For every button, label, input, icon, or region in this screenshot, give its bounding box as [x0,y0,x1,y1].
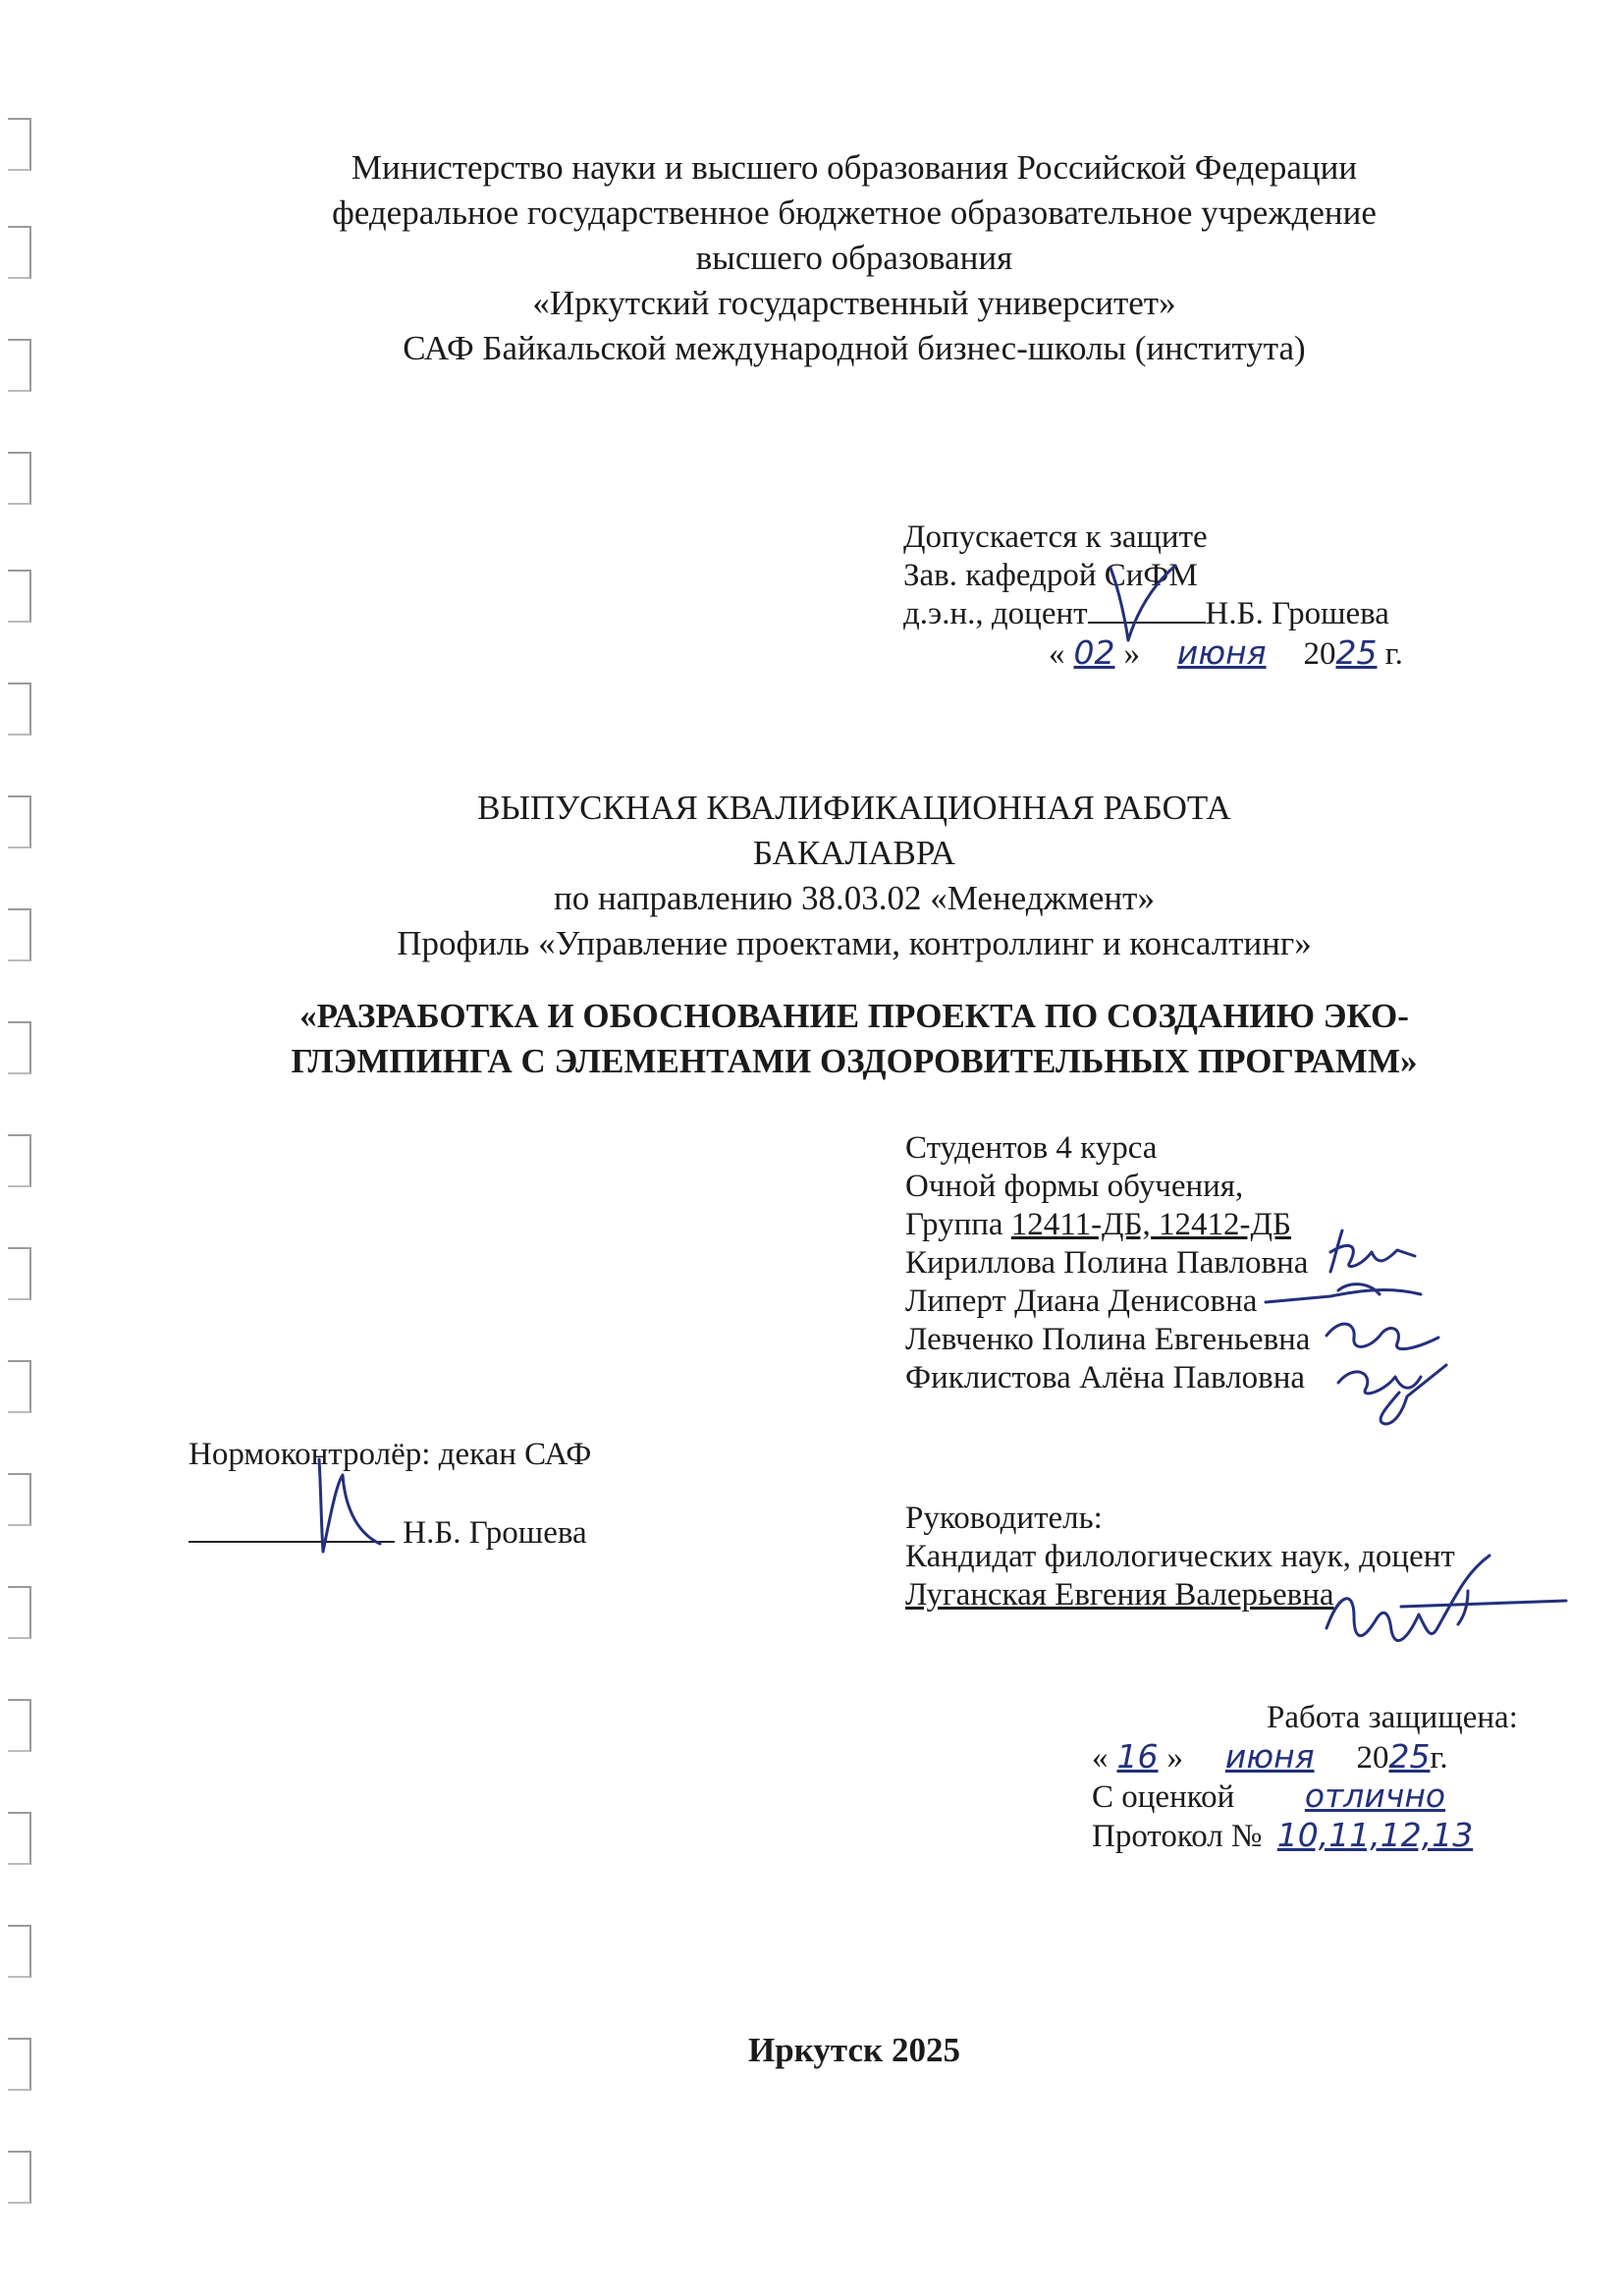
students-form: Очной формы обучения, [905,1169,1244,1204]
admission-line-1: Допускается к защите [903,519,1208,555]
binding-mark [8,2038,31,2091]
binding-mark [8,683,31,736]
institution-type-line: федеральное государственное бюджетное образовательное учреждение [332,193,1377,232]
admission-date: « 02 » июня 2025 г. [1049,633,1403,672]
student-signature [1321,1223,1429,1282]
supervisor-degree: Кандидат филологических наук, доцент [905,1539,1455,1574]
institution-header [157,145,1551,371]
admission-head-name: Н.Б. Грошева [1205,596,1389,631]
defense-grade: С оценкой отлично [1092,1777,1508,1816]
binding-mark [8,1247,31,1300]
admission-line-2: Зав. кафедрой СиФМ [903,558,1198,593]
binding-mark [8,1586,31,1639]
binding-mark [8,452,31,505]
defense-label: Работа защищена: [1267,1700,1518,1735]
binding-mark [8,226,31,279]
binding-mark [8,1021,31,1074]
ministry-line: Министерство науки и высшего образования Российской Федерации [351,148,1358,187]
student-name: Кириллова Полина Павловна [905,1245,1309,1281]
normcontrol-label: Нормоконтролёр: декан САФ [189,1437,592,1472]
binding-mark [8,339,31,392]
city-year: Иркутск 2025 [748,2031,960,2069]
binding-mark [8,570,31,623]
binding-mark [8,118,31,171]
supervisor-label: Руководитель: [905,1501,1103,1536]
binding-mark [8,908,31,961]
admission-date-year: 25 [1335,633,1378,672]
binding-mark [8,1812,31,1865]
student-signature [1330,1353,1458,1432]
binding-mark [8,795,31,848]
defense-protocol-value: 10,11,12,13 [1276,1816,1474,1854]
university-line: «Иркутский государственный университет» [532,284,1176,322]
binding-mark [8,2151,31,2204]
defense-date-month: июня [1224,1737,1315,1776]
admission-position: д.э.н., доцент [903,596,1088,631]
defense-date-day: 16 [1116,1737,1159,1776]
supervisor-name: Луганская Евгения Валерьевна [905,1577,1334,1613]
work-type-line-1: ВЫПУСКНАЯ КВАЛИФИКАЦИОННАЯ РАБОТА [477,789,1231,827]
defense-grade-value: отлично [1304,1777,1446,1815]
work-type-block [157,786,1551,966]
footer [157,2028,1551,2073]
students-course: Студентов 4 курса [905,1130,1158,1166]
defense-date: « 16 » июня 2025г. [1092,1737,1448,1776]
binding-mark [8,1699,31,1752]
work-title-line-1: «РАЗРАБОТКА И ОБОСНОВАНИЕ ПРОЕКТА ПО СОЗДАНИЮ ЭКО- [299,997,1409,1035]
binding-mark [8,1360,31,1413]
school-line: САФ Байкальской международной бизнес-школы (института) [403,329,1306,367]
student-name: Левченко Полина Евгеньевна [905,1322,1311,1357]
defense-date-year: 25 [1388,1737,1431,1776]
supervisor-signature [1321,1552,1571,1669]
normcontrol-name: Н.Б. Грошева [403,1515,587,1551]
work-title [157,994,1551,1084]
admission-date-month: июня [1176,633,1267,672]
student-name: Фиклистова Алёна Павловна [905,1360,1306,1395]
student-name: Липерт Диана Денисовна [905,1284,1258,1319]
students-group-numbers: 12411-ДБ, 12412-ДБ [1010,1207,1291,1242]
binding-mark [8,1134,31,1187]
defense-protocol: Протокол № 10,11,12,13 [1092,1817,1489,1855]
work-type-line-2: БАКАЛАВРА [752,834,956,872]
work-profile: Профиль «Управление проектами, контроллинг и консалтинг» [397,924,1312,962]
admission-date-day: 02 [1073,633,1115,672]
work-direction: по направлению 38.03.02 «Менеджмент» [554,879,1155,917]
binding-mark [8,1473,31,1526]
work-title-line-2: ГЛЭМПИНГА С ЭЛЕМЕНТАМИ ОЗДОРОВИТЕЛЬНЫХ ПРОГРАММ» [291,1042,1418,1080]
normcontrol-signature [309,1453,388,1561]
binding-edge [0,0,59,2296]
binding-mark [8,1925,31,1978]
students-group: Группа 12411-ДБ, 12412-ДБ [905,1207,1291,1242]
education-level-line: высшего образования [695,239,1013,277]
